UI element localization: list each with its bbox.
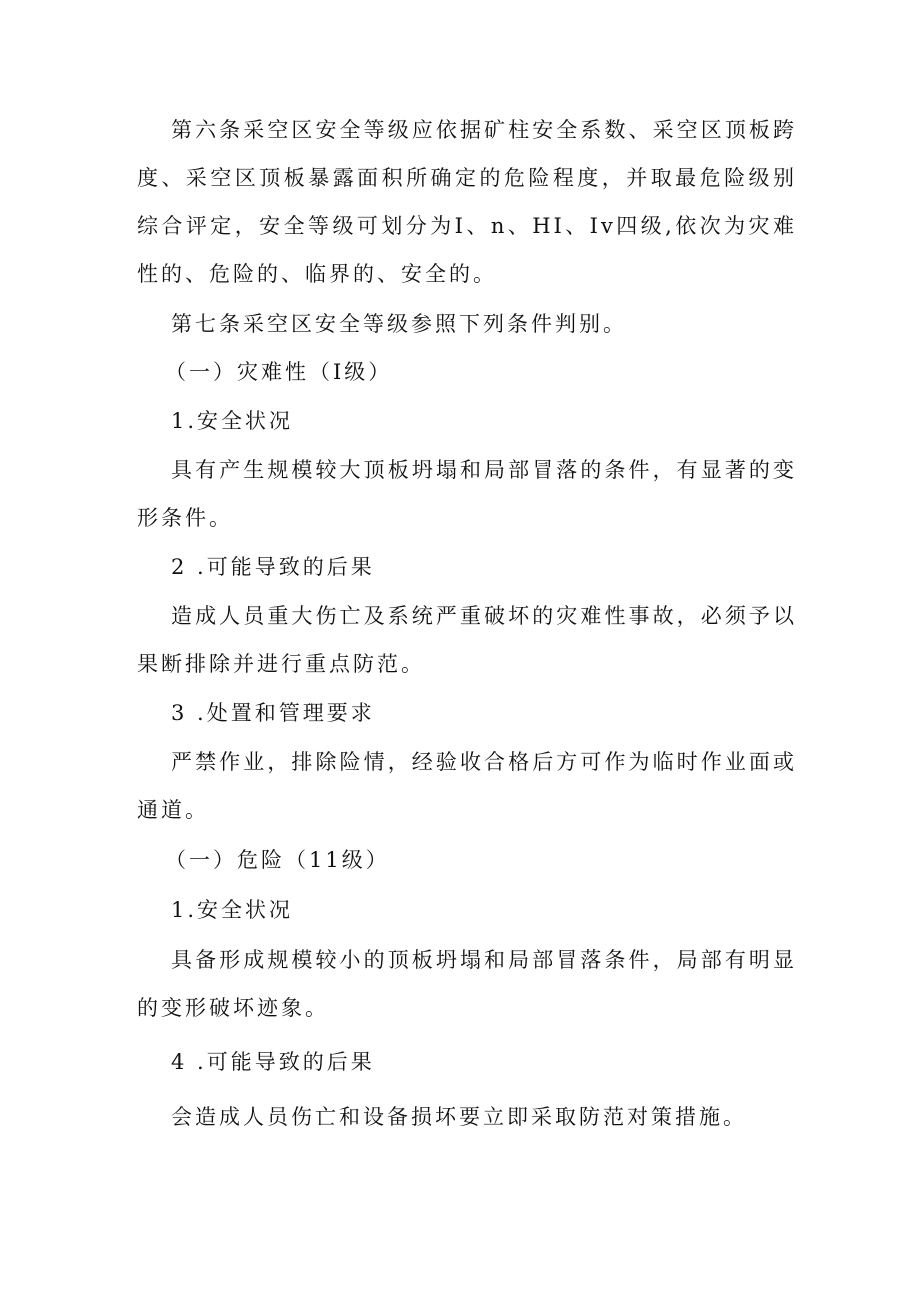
paragraph-article-7: 第七条采空区安全等级参照下列条件判别。 — [171, 312, 627, 336]
paragraph-article-6: 第六条采空区安全等级应依据矿柱安全系数、采空区顶板跨度、采空区顶板暴露面积所确定的危险程度，并取最危险级别综合评定，安全等级可划分为Ⅰ、n、HI、Iv四级,依次为灾难性的、危险的、临界的、安全的。 — [137, 118, 797, 286]
section-heading-level-2: （一）危险（11级） — [165, 848, 390, 872]
subheading-safety-status: 1.安全状况 — [171, 409, 294, 433]
paragraph-safety-status-2: 具备形成规模较小的顶板坍塌和局部冒落条件，局部有明显的变形破坏迹象。 — [137, 948, 797, 1020]
paragraph-consequences-1: 造成人员重大伤亡及系统严重破坏的灾难性事故，必须予以果断排除并进行重点防范。 — [137, 604, 797, 676]
section-heading-level-1: （一）灾难性（Ⅰ级） — [165, 360, 393, 384]
paragraph-handling: 严禁作业，排除险情，经验收合格后方可作为临时作业面或通道。 — [137, 750, 797, 822]
subheading-handling: 3 .处置和管理要求 — [171, 701, 375, 725]
subheading-consequences-2: 4 .可能导致的后果 — [171, 1050, 375, 1074]
paragraph-safety-status-1: 具有产生规模较大顶板坍塌和局部冒落的条件，有显著的变形条件。 — [137, 458, 797, 530]
paragraph-consequences-2: 会造成人员伤亡和设备损坏要立即采取防范对策措施。 — [171, 1105, 747, 1129]
subheading-consequences: 2 .可能导致的后果 — [171, 555, 375, 579]
subheading-safety-status-2: 1.安全状况 — [171, 898, 294, 922]
